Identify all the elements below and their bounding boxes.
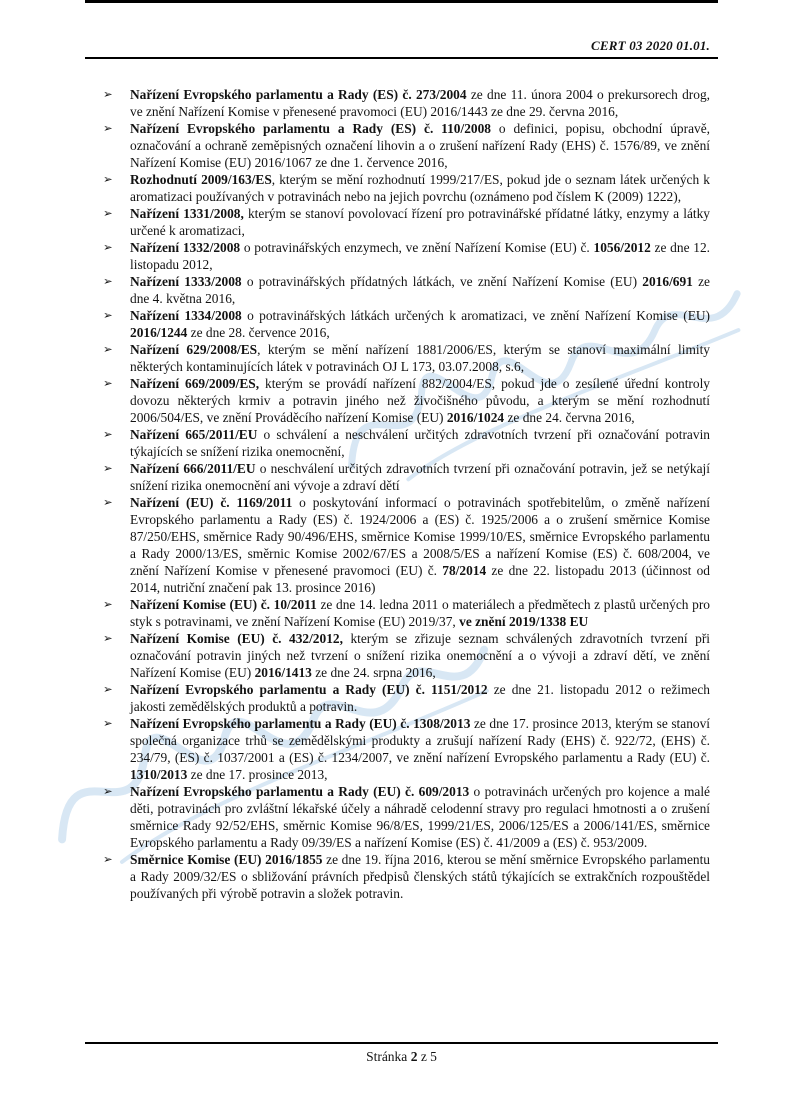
- arrow-bullet-icon: ➢: [103, 854, 113, 866]
- regulation-text: ze dne 28. července 2016,: [187, 325, 330, 340]
- regulation-list: [103, 86, 711, 902]
- regulation-text: ze dne 22. listopadu 2013 (účinnost od 2014, nutriční značení pak 13. prosince 2016): [130, 563, 710, 595]
- regulation-text: ze dne 11. února 2004 o prekursorech drog, ve znění Nařízení Komise v přenesené pravomoci (EU) 2016/1443 ze dne 29. června 2016,: [130, 87, 710, 119]
- list-item: [103, 715, 710, 783]
- regulation-title: Nařízení Evropského parlamentu a Rady (EU) č. 1308/2013: [130, 716, 471, 731]
- regulation-text: ze dne 17. prosince 2013, kterým se stanoví společná organizace trhů se zemědělskými produkty a zrušují nařízení Rady (EHS) č. 922/72, (EHS) č. 234/79, (ES) č. 1037/2001 a (ES) č. 1234/2007, ve znění nařízení Evropského parlamentu a Rady (EU) č.: [130, 716, 710, 765]
- list-item: [103, 86, 710, 120]
- list-item: [103, 307, 711, 341]
- arrow-bullet-icon: ➢: [103, 276, 113, 288]
- regulation-title: 78/2014: [442, 563, 487, 578]
- list-item: [103, 460, 710, 494]
- regulation-title: 1310/2013: [130, 767, 188, 782]
- regulation-text: ze dne 4. května 2016,: [130, 274, 710, 306]
- arrow-bullet-icon: ➢: [103, 310, 113, 322]
- list-item: [103, 681, 710, 715]
- regulation-text: o schválení a neschválení určitých zdravotních tvrzení při označování potravin týkajících se snížení rizika onemocnění,: [130, 427, 710, 459]
- list-item: [103, 120, 711, 171]
- regulation-text: o poskytování informací o potravinách spotřebitelům, o změně nařízení Evropského parlamentu a Rady (ES) č. 1924/2006 a (ES) č. 1925/2006 a o zrušení směrnice Komise 87/250/EHS, směrnice Rady 90/496/EHS, směrnice Komise 1999/10/ES, směrnice Evropského parlamentu a Rady 2000/13/ES, směrnic Komise 2002/67/ES a 2008/5/ES a nařízení Komise (ES) č. 608/2004, ve znění Nařízení Komise v přenesené pravomoci (EU) č.: [130, 495, 710, 578]
- arrow-bullet-icon: ➢: [103, 378, 113, 390]
- arrow-bullet-icon: ➢: [103, 174, 113, 186]
- list-item: [103, 783, 710, 851]
- regulation-title: 2016/1024: [446, 410, 505, 425]
- regulation-text: o potravinářských přídatných látkách, ve znění Nařízení Komise (EU): [241, 274, 643, 289]
- regulation-text: o potravinářských enzymech, ve znění Nařízení Komise (EU) č.: [240, 240, 594, 255]
- regulation-text: , kterým se mění nařízení 1881/2006/ES, kterým se stanoví maximální limity některých kontaminujících látek v potravinách OJ L 173, 03.07.2008, s.6,: [130, 342, 710, 374]
- arrow-bullet-icon: ➢: [103, 208, 113, 220]
- regulation-title: Nařízení 1332/2008: [130, 240, 241, 255]
- list-item: [103, 375, 711, 426]
- regulation-text: o definici, popisu, obchodní úpravě, označování a ochraně zeměpisných označení lihovin a o zrušení nařízení Rady (EHS) č. 1576/89, ve znění Nařízení Komise (EU) 2016/1067 ze dne 1. července 2016,: [130, 121, 711, 170]
- regulation-title: Nařízení 669/2009/ES,: [130, 376, 260, 391]
- regulation-title: Nařízení Evropského parlamentu a Rady (ES) č. 273/2004: [130, 87, 467, 102]
- regulation-title: 2016/1244: [130, 325, 188, 340]
- regulation-title: Nařízení 1333/2008: [130, 274, 242, 289]
- header-divider: [85, 57, 718, 59]
- list-item: [103, 341, 710, 375]
- footer-page-number: 2: [410, 1049, 418, 1064]
- regulation-text: ze dne 17. prosince 2013,: [187, 767, 328, 782]
- arrow-bullet-icon: ➢: [103, 633, 113, 645]
- regulation-text: kterým se stanoví povolovací řízení pro potravinářské přídatné látky, enzymy a látky určené k aromatizaci,: [130, 206, 710, 238]
- regulation-title: 2016/691: [642, 274, 693, 289]
- regulation-text: ze dne 24. června 2016,: [504, 410, 635, 425]
- regulation-title: Nařízení Komise (EU) č. 432/2012,: [130, 631, 343, 646]
- footer-divider: [85, 1042, 718, 1044]
- list-item: [103, 205, 710, 239]
- regulation-text: ze dne 12. listopadu 2012,: [130, 240, 710, 272]
- list-item: [103, 171, 710, 205]
- arrow-bullet-icon: ➢: [103, 497, 113, 509]
- arrow-bullet-icon: ➢: [103, 89, 113, 101]
- list-item: [103, 426, 710, 460]
- regulation-title: ve znění 2019/1338 EU: [459, 614, 589, 629]
- regulation-text: kterým se provádí nařízení 882/2004/ES, pokud jde o zesílené úřední kontroly dovozu některých krmiv a potravin jiného než živočišného původu, a kterým se mění rozhodnutí 2006/504/ES, ve znění Prováděcího nařízení Komise (EU): [130, 376, 711, 425]
- regulation-title: 2016/1413: [254, 665, 312, 680]
- regulation-title: Nařízení Evropského parlamentu a Rady (EU) č. 609/2013: [130, 784, 470, 799]
- arrow-bullet-icon: ➢: [103, 242, 113, 254]
- page-number-footer: [85, 1049, 718, 1065]
- list-item: [103, 494, 710, 596]
- arrow-bullet-icon: ➢: [103, 429, 113, 441]
- list-item: [103, 851, 710, 902]
- arrow-bullet-icon: ➢: [103, 718, 113, 730]
- footer-suffix: z 5: [420, 1049, 437, 1064]
- regulation-title: Rozhodnutí 2009/163/ES: [130, 172, 272, 187]
- regulation-text: kterým se zřizuje seznam schválených zdravotních tvrzení při označování potravin jiných než tvrzení o snížení rizika onemocnění a o vývoji a zdraví dětí, ve znění Nařízení Komise (EU): [130, 631, 710, 680]
- document-code: CERT 03 2020 01.01.: [590, 38, 710, 53]
- list-item: [103, 273, 710, 307]
- regulation-title: Nařízení Evropského parlamentu a Rady (ES) č. 110/2008: [130, 121, 492, 136]
- regulation-title: Nařízení Komise (EU) č. 10/2011: [130, 597, 317, 612]
- arrow-bullet-icon: ➢: [103, 123, 113, 135]
- regulation-title: Nařízení (EU) č. 1169/2011: [130, 495, 293, 510]
- regulation-text: o potravinách určených pro kojence a malé děti, potravinách pro zvláštní lékařské účely a náhradě celodenní stravy pro regulaci hmotnosti a o zrušení směrnice Rady 92/52/EHS, směrnic Komise 96/8/ES, 1999/21/ES, 2006/125/ES a 2006/141/ES, směrnice Evropského parlamentu a Rady 09/39/ES a nařízení Komise (ES) č. 41/2009 a (ES) č. 953/2009.: [130, 784, 710, 850]
- arrow-bullet-icon: ➢: [103, 599, 113, 611]
- regulation-text: o neschválení určitých zdravotních tvrzení při označování potravin, jež se netýkají snížení rizika onemocnění ani vývoje a zdraví dětí: [130, 461, 710, 493]
- regulation-title: Nařízení 1334/2008: [130, 308, 242, 323]
- regulation-title: Nařízení 1331/2008,: [130, 206, 244, 221]
- arrow-bullet-icon: ➢: [103, 463, 113, 475]
- regulation-title: Nařízení 665/2011/EU: [130, 427, 258, 442]
- regulation-title: Směrnice Komise (EU) 2016/1855: [130, 852, 323, 867]
- regulation-text: ze dne 24. srpna 2016,: [311, 665, 436, 680]
- regulation-title: 1056/2012: [593, 240, 651, 255]
- regulation-text: ze dne 14. ledna 2011 o materiálech a předmětech z plastů určených pro styk s potravinami, ve znění Nařízení Komise (EU) 2019/37,: [130, 597, 710, 629]
- regulation-title: Nařízení Evropského parlamentu a Rady (EU) č. 1151/2012: [130, 682, 488, 697]
- regulation-text: ze dne 21. listopadu 2012 o režimech jakosti zemědělských produktů a potravin.: [130, 682, 710, 714]
- page-top-border: [85, 0, 718, 3]
- arrow-bullet-icon: ➢: [103, 344, 113, 356]
- regulation-text: o potravinářských látkách určených k aromatizaci, ve znění Nařízení Komise (EU): [241, 308, 711, 323]
- list-item: [103, 596, 710, 630]
- regulation-text: ze dne 19. října 2016, kterou se mění směrnice Evropského parlamentu a Rady 2009/32/ES o sbližování právních předpisů členských států týkajících se extrakčních rozpouštědel používaných při výrobě potravin a složek potravin.: [130, 852, 710, 901]
- list-item: [103, 630, 710, 681]
- footer-prefix: Stránka: [366, 1049, 408, 1064]
- list-item: [103, 239, 710, 273]
- arrow-bullet-icon: ➢: [103, 684, 113, 696]
- regulation-text: , kterým se mění rozhodnutí 1999/217/ES, pokud jde o seznam látek určených k aromatizaci používaných v potravinách nebo na jejich povrchu (oznámeno pod číslem K (2009) 1222),: [130, 172, 710, 204]
- regulation-title: Nařízení 629/2008/ES: [130, 342, 258, 357]
- regulation-title: Nařízení 666/2011/EU: [130, 461, 256, 476]
- arrow-bullet-icon: ➢: [103, 786, 113, 798]
